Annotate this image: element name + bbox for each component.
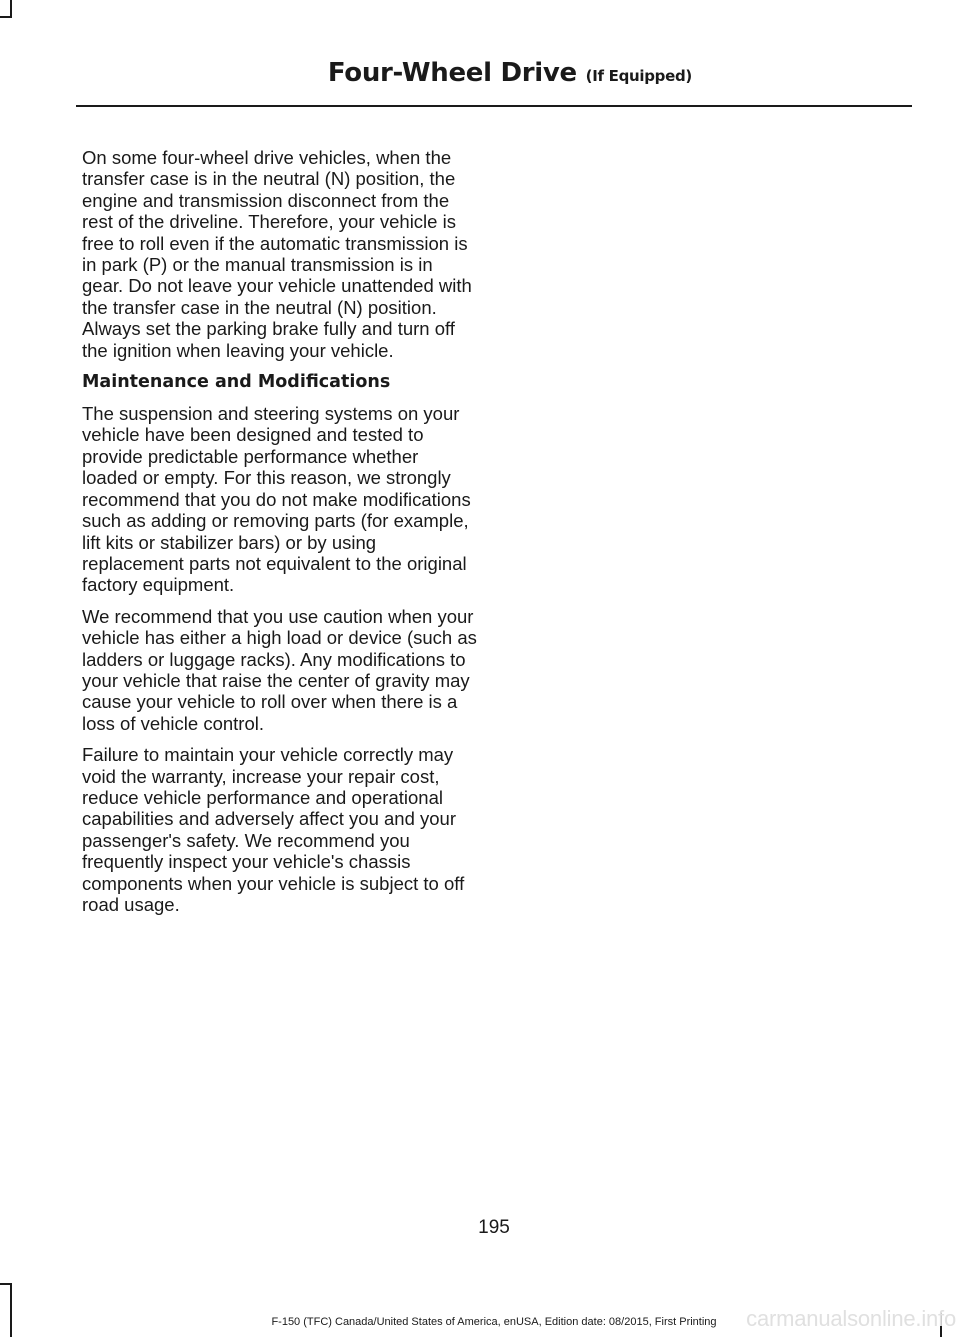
crop-mark-top-left-horizontal — [0, 16, 12, 18]
header-title-text: Four-Wheel Drive — [327, 58, 577, 88]
page-number: 195 — [478, 1217, 510, 1238]
crop-mark-top-left-vertical — [10, 0, 12, 16]
main-content — [82, 147, 477, 925]
edition-footer: F-150 (TFC) Canada/United States of America, enUSA, Edition date: 08/2015, First Printing — [271, 1316, 717, 1328]
watermark: carmanualsonline.info — [746, 1306, 956, 1331]
crop-mark-bottom-left-vertical — [10, 1285, 12, 1337]
paragraph-caution: We recommend that you use caution when your vehicle has either a high load or device (such as ladders or luggage racks). Any modifications to your vehicle that raise the center of gravity may cause your vehicle to roll over when there is a loss of vehicle control. — [82, 605, 477, 734]
section-heading: Maintenance and Modifications — [82, 372, 391, 393]
header-subtitle: (If Equipped) — [585, 67, 692, 85]
paragraph-suspension: The suspension and steering systems on your vehicle have been designed and tested to provide predictable performance whether loaded or empty. For this reason, we strongly recommend that you do not make modifications such as adding or removing parts (for example, lift kits or stabilizer bars) or by using replacement parts not equivalent to the original factory equipment. — [82, 403, 471, 596]
paragraph-neutral-position: On some four-wheel drive vehicles, when the transfer case is in the neutral (N) position, the engine and transmission disconnect from the rest of the driveline. Therefore, your vehicle is free to roll even if the automatic transmission is in park (P) or the manual transmission is in gear. Do not leave your vehicle unattended with the transfer case in the neutral (N) position. Always set the parking brake fully and turn off the ignition when leaving your vehicle. — [82, 147, 472, 361]
crop-mark-bottom-left-horizontal — [0, 1283, 12, 1285]
paragraph-maintenance: Failure to maintain your vehicle correctly may void the warranty, increase your repair cost, reduce vehicle performance and operational capabilities and adversely affect you and your passenger's safety. We recommend you frequently inspect your vehicle's chassis components when your vehicle is subject to off road usage. — [82, 744, 465, 915]
header-divider — [76, 105, 912, 107]
page-header-title — [0, 58, 692, 88]
